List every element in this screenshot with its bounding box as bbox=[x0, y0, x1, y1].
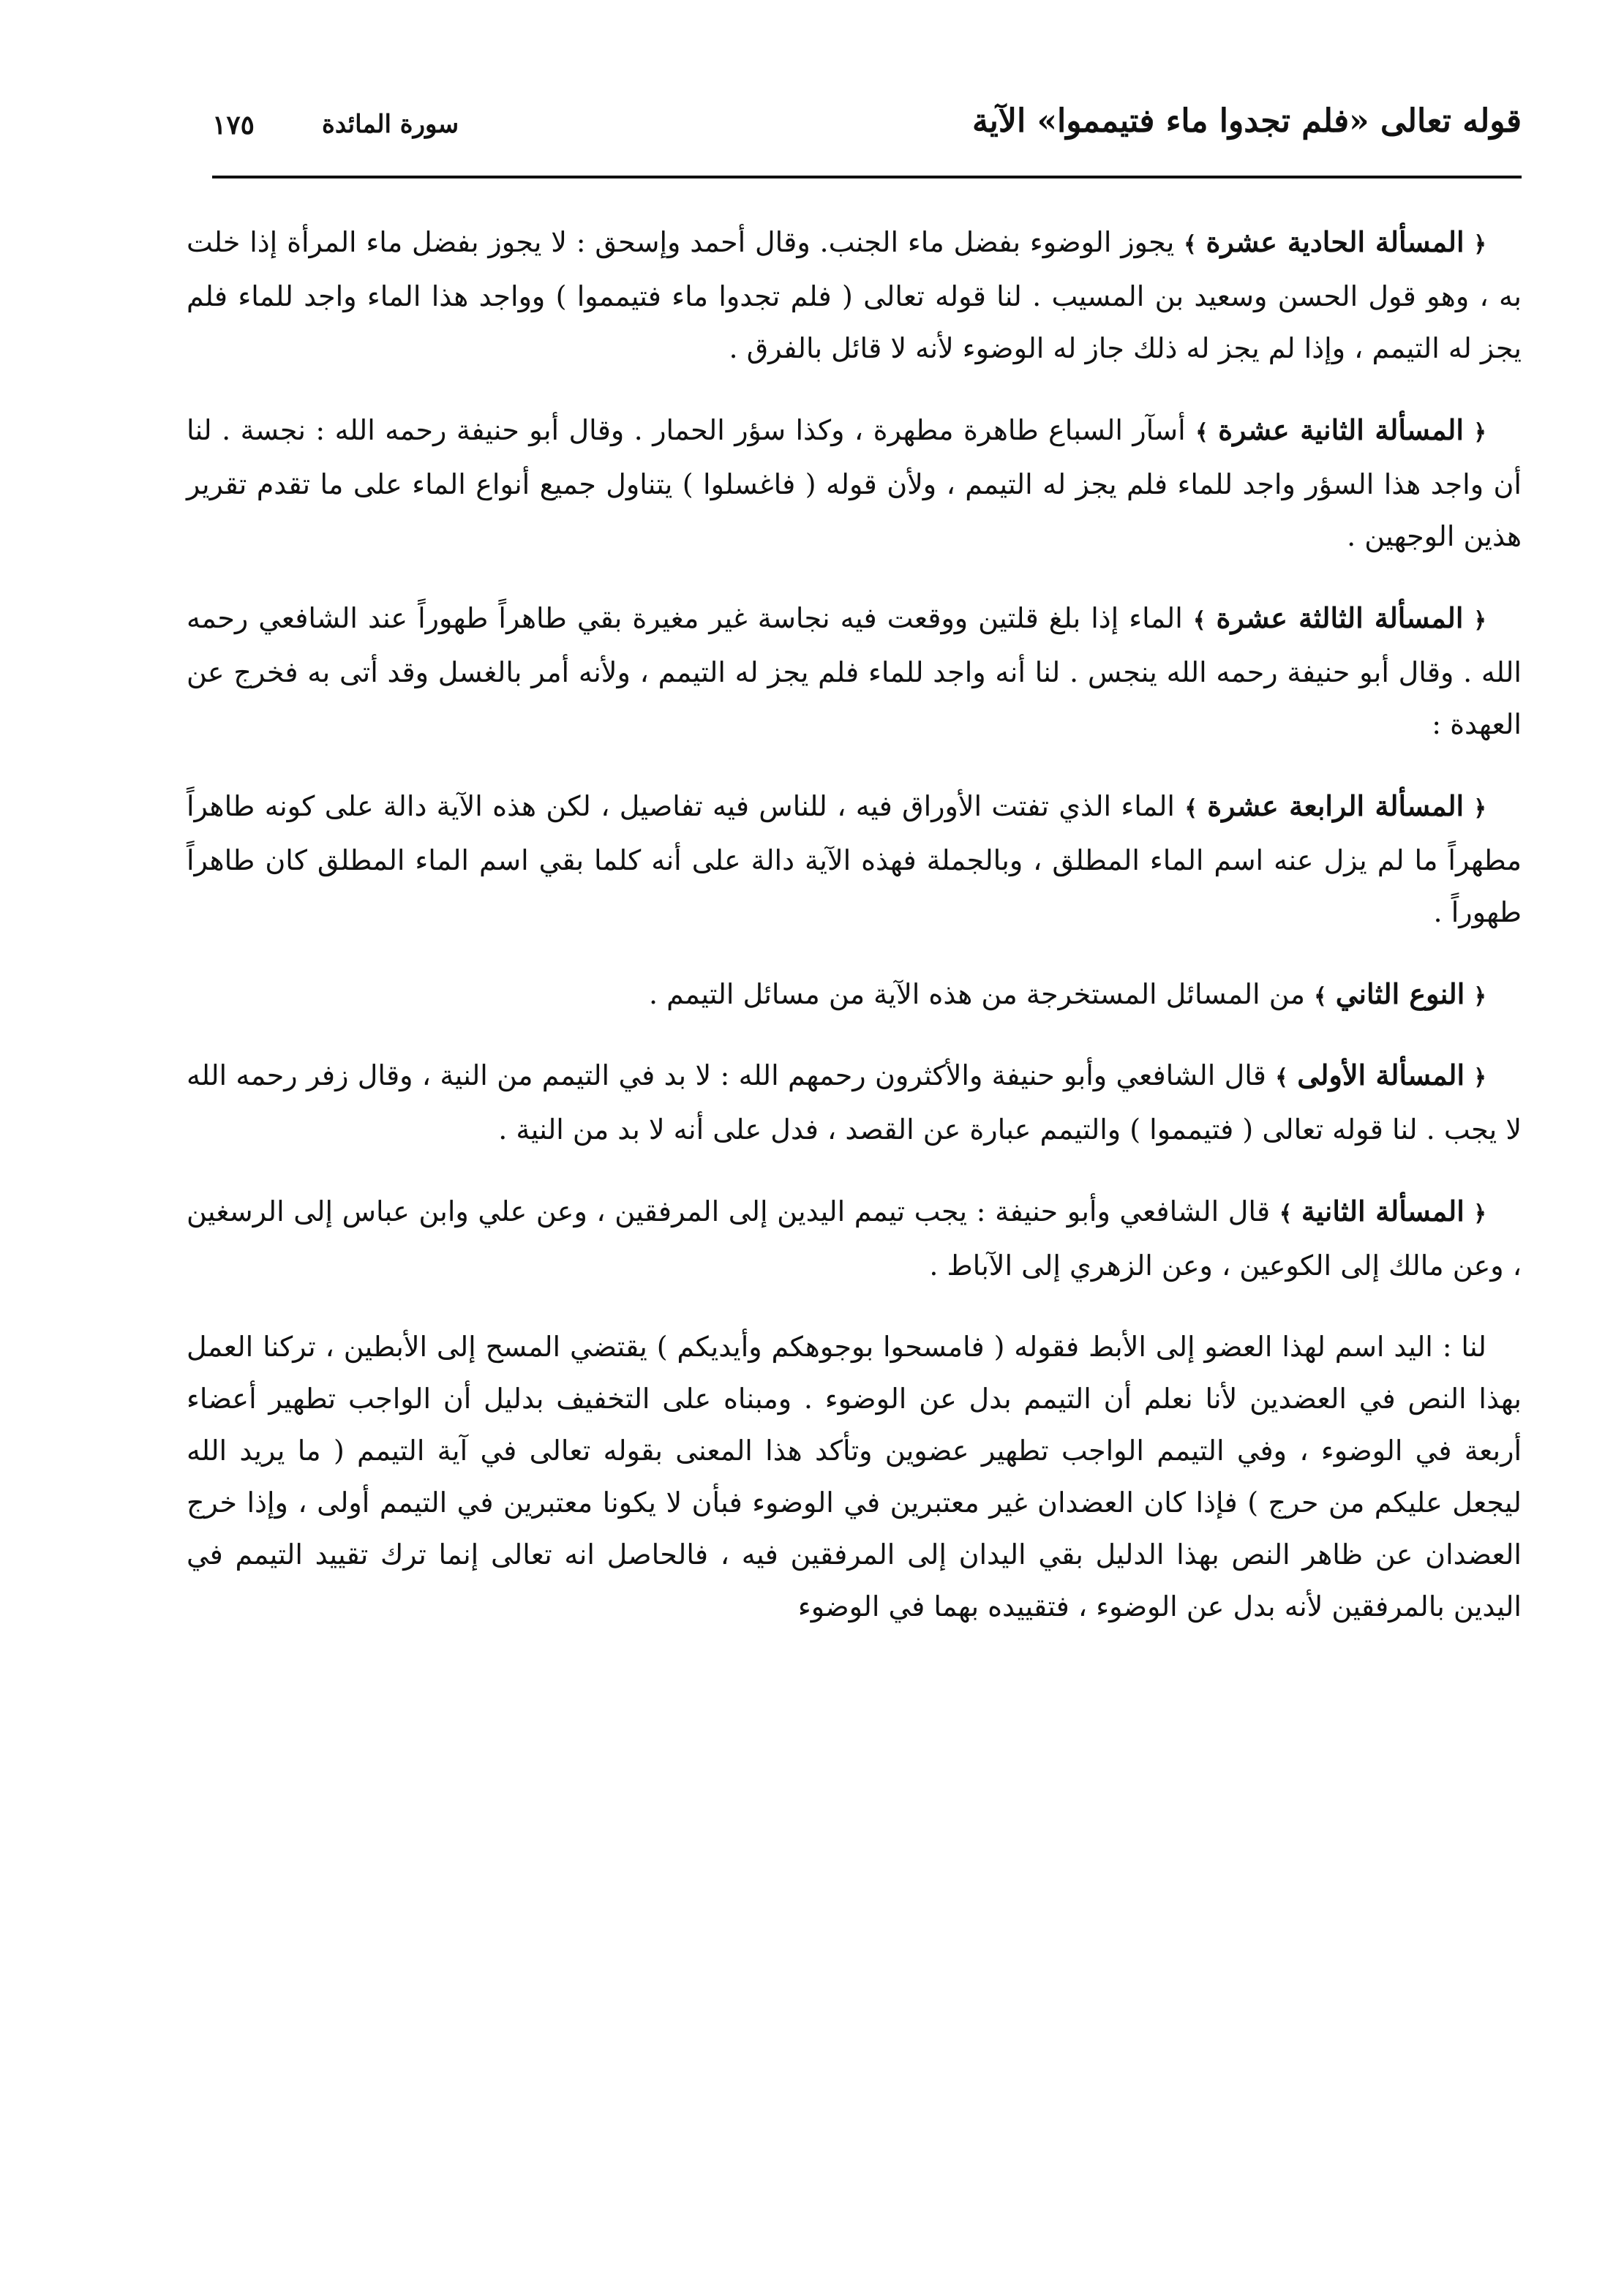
paragraph-masala-1 bbox=[187, 1049, 1522, 1156]
paragraph-heading: المسألة الحادية عشرة bbox=[1206, 225, 1465, 258]
surah-name: سورة المائدة bbox=[322, 110, 459, 139]
paragraph-text: الماء إذا بلغ قلتين ووقعت فيه نجاسة غير مغيرة بقي طاهراً طهوراً عند الشافعي رحمه الله . وقال أبو حنيفة رحمه الله ينجس . لنا أنه واجد للماء فلم يجز له التيمم ، ولأنه أمر بالغسل وقد أتى به فخرج عن العهدة : bbox=[187, 602, 1522, 740]
ornament-open: ﴿ bbox=[1473, 796, 1486, 821]
running-header bbox=[212, 102, 1522, 168]
ornament-close: ﴾ bbox=[1275, 1065, 1288, 1091]
ornament-open: ﴿ bbox=[1473, 984, 1486, 1009]
paragraph-text: يجوز الوضوء بفضل ماء الجنب. وقال أحمد وإسحق : لا يجوز بفضل ماء المرأة إذا خلت به ، وهو قول الحسن وسعيد بن المسيب . لنا قوله تعالى ( فلم تجدوا ماء فتيمموا ) وواجد هذا الماء واجد للماء فلم يجز له التيمم ، وإذا لم يجز له ذلك جاز له الوضوء لأنه لا قائل بالفرق . bbox=[187, 226, 1522, 364]
paragraph-text: قال الشافعي وأبو حنيفة : يجب تيمم اليدين إلى المرفقين ، وعن علي وابن عباس إلى الرسغين ، وعن مالك إلى الكوعين ، وعن الزهري إلى الآباط . bbox=[187, 1195, 1522, 1282]
paragraph-text: من المسائل المستخرجة من هذه الآية من مسائل التيمم . bbox=[648, 978, 1305, 1010]
paragraph-heading: النوع الثاني bbox=[1335, 977, 1465, 1010]
ornament-close: ﴾ bbox=[1192, 608, 1206, 633]
paragraph-heading: المسألة الرابعة عشرة bbox=[1207, 789, 1465, 822]
paragraph-heading: المسألة الثانية عشرة bbox=[1218, 413, 1464, 446]
ornament-open: ﴿ bbox=[1473, 1201, 1486, 1227]
ornament-close: ﴾ bbox=[1184, 796, 1198, 821]
paragraph-masala-2 bbox=[187, 1185, 1522, 1292]
paragraph-text: قال الشافعي وأبو حنيفة والأكثرون رحمهم الله : لا بد في التيمم من النية ، وقال زفر رحمه الله لا يجب . لنا قوله تعالى ( فتيمموا ) والتيمم عبارة عن القصد ، فدل على أنه لا بد من النية . bbox=[187, 1059, 1522, 1146]
paragraph-text: الماء الذي تفتت الأوراق فيه ، للناس فيه تفاصيل ، لكن هذه الآية دالة على كونه طاهراً مطهراً ما لم يزل عنه اسم الماء المطلق ، وبالجملة فهذه الآية دالة على أنه كلما بقي اسم الماء المطلق كان طاهراً طهوراً . bbox=[187, 790, 1522, 928]
page-number: ١٧٥ bbox=[212, 110, 255, 140]
paragraph-masala-12 bbox=[187, 404, 1522, 563]
paragraph-heading: المسألة الثانية bbox=[1301, 1195, 1465, 1227]
paragraph-masala-14 bbox=[187, 780, 1522, 939]
paragraph-heading: المسألة الأولى bbox=[1297, 1059, 1465, 1091]
running-title: قوله تعالى «فلم تجدوا ماء فتيمموا» الآية bbox=[972, 102, 1522, 140]
ornament-close: ﴾ bbox=[1195, 420, 1208, 445]
ornament-open: ﴿ bbox=[1473, 608, 1486, 633]
paragraph-text: أسآر السباع طاهرة مطهرة ، وكذا سؤر الحمار . وقال أبو حنيفة رحمه الله : نجسة . لنا أن واجد هذا السؤر واجد للماء فلم يجز له التيمم ، ولأن قوله ( فاغسلوا ) يتناول جميع أنواع الماء على ما تقدم تقرير هذين الوجهين . bbox=[187, 414, 1522, 552]
paragraph-argument bbox=[187, 1321, 1522, 1633]
paragraph-heading: المسألة الثالثة عشرة bbox=[1216, 601, 1464, 634]
paragraph-text: لنا : اليد اسم لهذا العضو إلى الأبط فقوله ( فامسحوا بوجوهكم وأيديكم ) يقتضي المسح إلى الأبطين ، تركنا العمل بهذا النص في العضدين لأنا نعلم أن التيمم بدل عن الوضوء . ومبناه على التخفيف بدليل أن الواجب تطهير أعضاء أربعة في الوضوء ، وفي التيمم الواجب تطهير عضوين وتأكد هذا المعنى بقوله تعالى في آية التيمم ( ما يريد الله ليجعل عليكم من حرج ) فإذا كان العضدان غير معتبرين في الوضوء فبأن لا يكونا معتبرين في التيمم أولى ، وإذا خرج العضدان عن ظاهر النص بهذا الدليل بقي اليدان إلى المرفقين فيه ، فالحاصل انه تعالى إنما ترك تقييد التيمم في اليدين بالمرفقين لأنه بدل عن الوضوء ، فتقييده بهما في الوضوء bbox=[187, 1331, 1522, 1623]
header-rule bbox=[212, 176, 1522, 178]
paragraph-masala-11 bbox=[187, 216, 1522, 375]
ornament-open: ﴿ bbox=[1473, 232, 1486, 257]
page-body bbox=[187, 216, 1522, 1662]
paragraph-second-kind bbox=[187, 968, 1522, 1023]
ornament-close: ﴾ bbox=[1279, 1201, 1293, 1227]
ornament-open: ﴿ bbox=[1473, 1065, 1486, 1091]
ornament-close: ﴾ bbox=[1184, 232, 1197, 257]
ornament-open: ﴿ bbox=[1473, 420, 1486, 445]
ornament-close: ﴾ bbox=[1314, 984, 1327, 1009]
paragraph-masala-13 bbox=[187, 592, 1522, 751]
